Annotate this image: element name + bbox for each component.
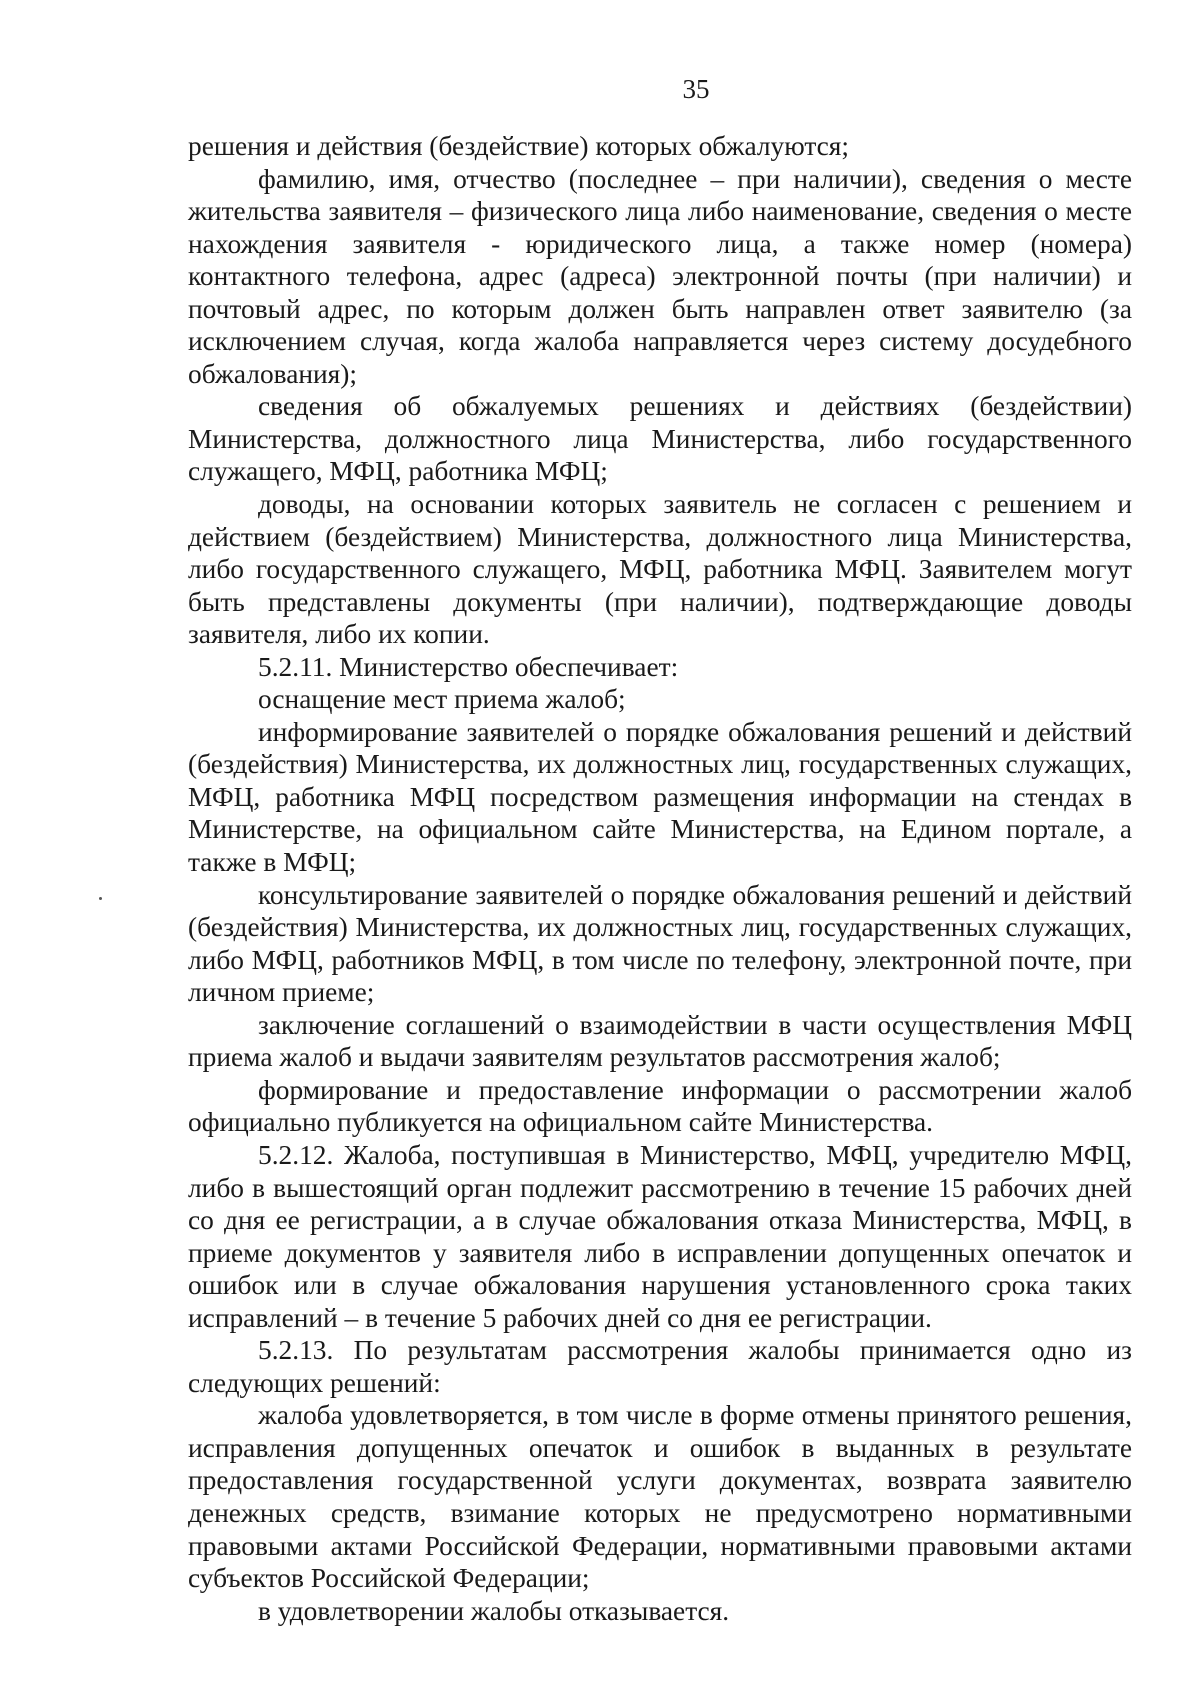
paragraph: фамилию, имя, отчество (последнее – при наличии), сведения о месте жительства заявителя – физического лица либо наименование, сведения о месте нахождения заявителя - юридического лица, а также номер (номера) контактного телефона, адрес (адреса) электронной почты (при наличии) и почтовый адрес, по которым должен быть направлен ответ заявителю (за исключением случая, когда жалоба направляется через систему досудебного обжалования);	[188, 163, 1132, 389]
section-5-2-13: 5.2.13. По результатам рассмотрения жалобы принимается одно из следующих решений:	[188, 1335, 1132, 1398]
paragraph: доводы, на основании которых заявитель не согласен с решением и действием (бездействием) Министерства, должностного лица Министерства, либо государственного служащего, МФЦ, работника МФЦ. Заявителем могут быть представлены документы (при наличии), подтверждающие доводы заявителя, либо их копии.	[188, 489, 1132, 650]
page-number: 35	[682, 74, 710, 104]
paragraph: заключение соглашений о взаимодействии в части осуществления МФЦ приема жалоб и выдачи заявителям результатов рассмотрения жалоб;	[188, 1009, 1132, 1073]
paragraph: жалоба удовлетворяется, в том числе в форме отмены принятого решения, исправления допущенных опечаток и ошибок в выданных в результате предоставления государственной услуги документах, возврата заявителю денежных средств, взимание которых не предусмотрено нормативными правовыми актами Российской Федерации, нормативными правовыми актами субъектов Российской Федерации;	[188, 1400, 1132, 1594]
paragraph: формирование и предоставление информации о рассмотрении жалоб официально публикуется на официальном сайте Министерства.	[188, 1074, 1132, 1138]
margin-dot	[99, 897, 102, 900]
paragraph: оснащение мест приема жалоб;	[258, 684, 626, 715]
paragraph: информирование заявителей о порядке обжалования решений и действий (бездействия) Министерства, их должностных лиц, государственных служащих, МФЦ, работника МФЦ посредством размещения информации на стендах в Министерстве, на официальном сайте Министерства, на Едином портале, а также в МФЦ;	[188, 716, 1132, 878]
paragraph: консультирование заявителей о порядке обжалования решений и действий (бездействия) Министерства, их должностных лиц, государственных служащих, либо МФЦ, работников МФЦ, в том числе по телефону, электронной почте, при личном приеме;	[188, 879, 1132, 1008]
section-5-2-12: 5.2.12. Жалоба, поступившая в Министерство, МФЦ, учредителю МФЦ, либо в вышестоящий орган подлежит рассмотрению в течение 15 рабочих дней со дня ее регистрации, а в случае обжалования отказа Министерства, МФЦ, в приеме документов у заявителя либо в исправлении допущенных опечаток и ошибок или в случае обжалования нарушения установленного срока таких исправлений – в течение 5 рабочих дней со дня ее регистрации.	[188, 1139, 1132, 1333]
paragraph: сведения об обжалуемых решениях и действиях (бездействии) Министерства, должностного лица Министерства, либо государственного служащего, МФЦ, работника МФЦ;	[188, 391, 1132, 487]
document-body	[188, 130, 1132, 1627]
paragraph: в удовлетворении жалобы отказывается.	[258, 1595, 730, 1626]
section-heading-5-2-11: 5.2.11. Министерство обеспечивает:	[258, 651, 679, 682]
paragraph: решения и действия (бездействие) которых обжалуются;	[188, 131, 849, 161]
